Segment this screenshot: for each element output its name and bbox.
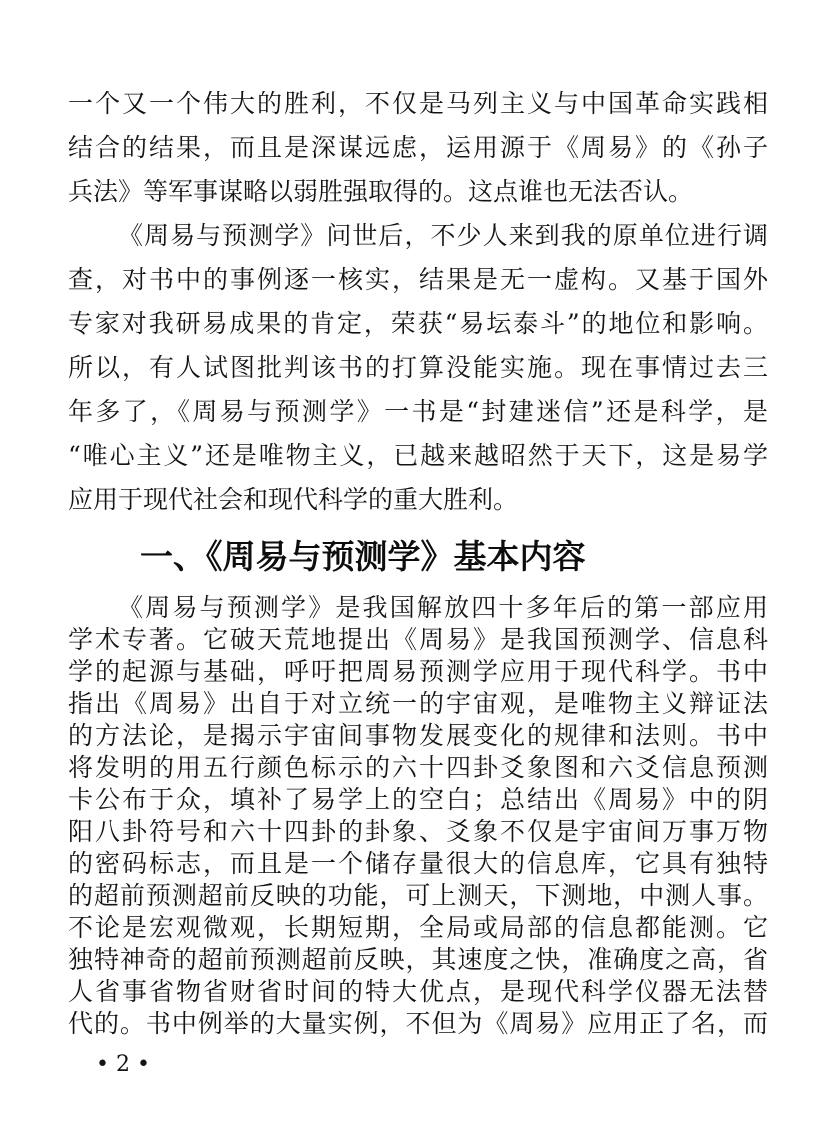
paragraph-3-line: 学的起源与基础，呼吁把周易预测学应用于现代科学。书中	[68, 657, 768, 686]
paragraph-2-line: 所以，有人试图批判该书的打算没能实施。现在事情过去三	[68, 353, 768, 382]
page-number: • 2 •	[96, 1052, 150, 1077]
paragraph-3-line: 卡公布于众，填补了易学上的空白；总结出《周易》中的阴	[68, 785, 768, 814]
paragraph-3-line: 阳八卦符号和六十四卦的卦象、爻象不仅是宇宙间万事万物	[68, 817, 768, 846]
paragraph-2-line: “唯心主义”还是唯物主义，已越来越昭然于天下，这是易学	[68, 441, 768, 470]
paragraph-3-line: 人省事省物省财省时间的特大优点，是现代科学仪器无法替	[68, 977, 768, 1006]
section-heading: 一、《周易与预测学》基本内容	[140, 537, 586, 576]
paragraph-3-line: 《周易与预测学》是我国解放四十多年后的第一部应用	[118, 593, 768, 622]
paragraph-2-line: 年多了，《周易与预测学》一书是“封建迷信”还是科学，是	[68, 397, 768, 426]
paragraph-2-line: 《周易与预测学》问世后，不少人来到我的原单位进行调	[118, 221, 768, 250]
paragraph-2-line: 专家对我研易成果的肯定，荣获“易坛泰斗”的地位和影响。	[68, 309, 768, 338]
paragraph-3-line: 独特神奇的超前预测超前反映，其速度之快，准确度之高，省	[68, 945, 768, 974]
paragraph-3-line: 的超前预测超前反映的功能，可上测天，下测地，中测人事。	[68, 881, 768, 910]
paragraph-3-line: 将发明的用五行颜色标示的六十四卦爻象图和六爻信息预测	[68, 753, 768, 782]
paragraph-1-line: 一个又一个伟大的胜利，不仅是马列主义与中国革命实践相	[68, 89, 768, 118]
paragraph-3-line: 指出《周易》出自于对立统一的宇宙观，是唯物主义辩证法	[68, 689, 768, 718]
paragraph-3-line: 的方法论，是揭示宇宙间事物发展变化的规律和法则。书中	[68, 721, 768, 750]
paragraph-3-line: 代的。书中例举的大量实例，不但为《周易》应用正了名，而	[68, 1009, 768, 1038]
paragraph-2-line: 查，对书中的事例逐一核实，结果是无一虚构。又基于国外	[68, 265, 768, 294]
paragraph-1-line: 结合的结果，而且是深谋远虑，运用源于《周易》的《孙子	[68, 133, 768, 162]
paragraph-3-line: 学术专著。它破天荒地提出《周易》是我国预测学、信息科	[68, 625, 768, 654]
paragraph-1-line: 兵法》等军事谋略以弱胜强取得的。这点谁也无法否认。	[68, 177, 694, 206]
paragraph-3-line: 不论是宏观微观，长期短期，全局或局部的信息都能测。它	[68, 913, 768, 942]
paragraph-3-line: 的密码标志，而且是一个储存量很大的信息库，它具有独特	[68, 849, 768, 878]
paragraph-2-line: 应用于现代社会和现代科学的重大胜利。	[68, 485, 519, 514]
